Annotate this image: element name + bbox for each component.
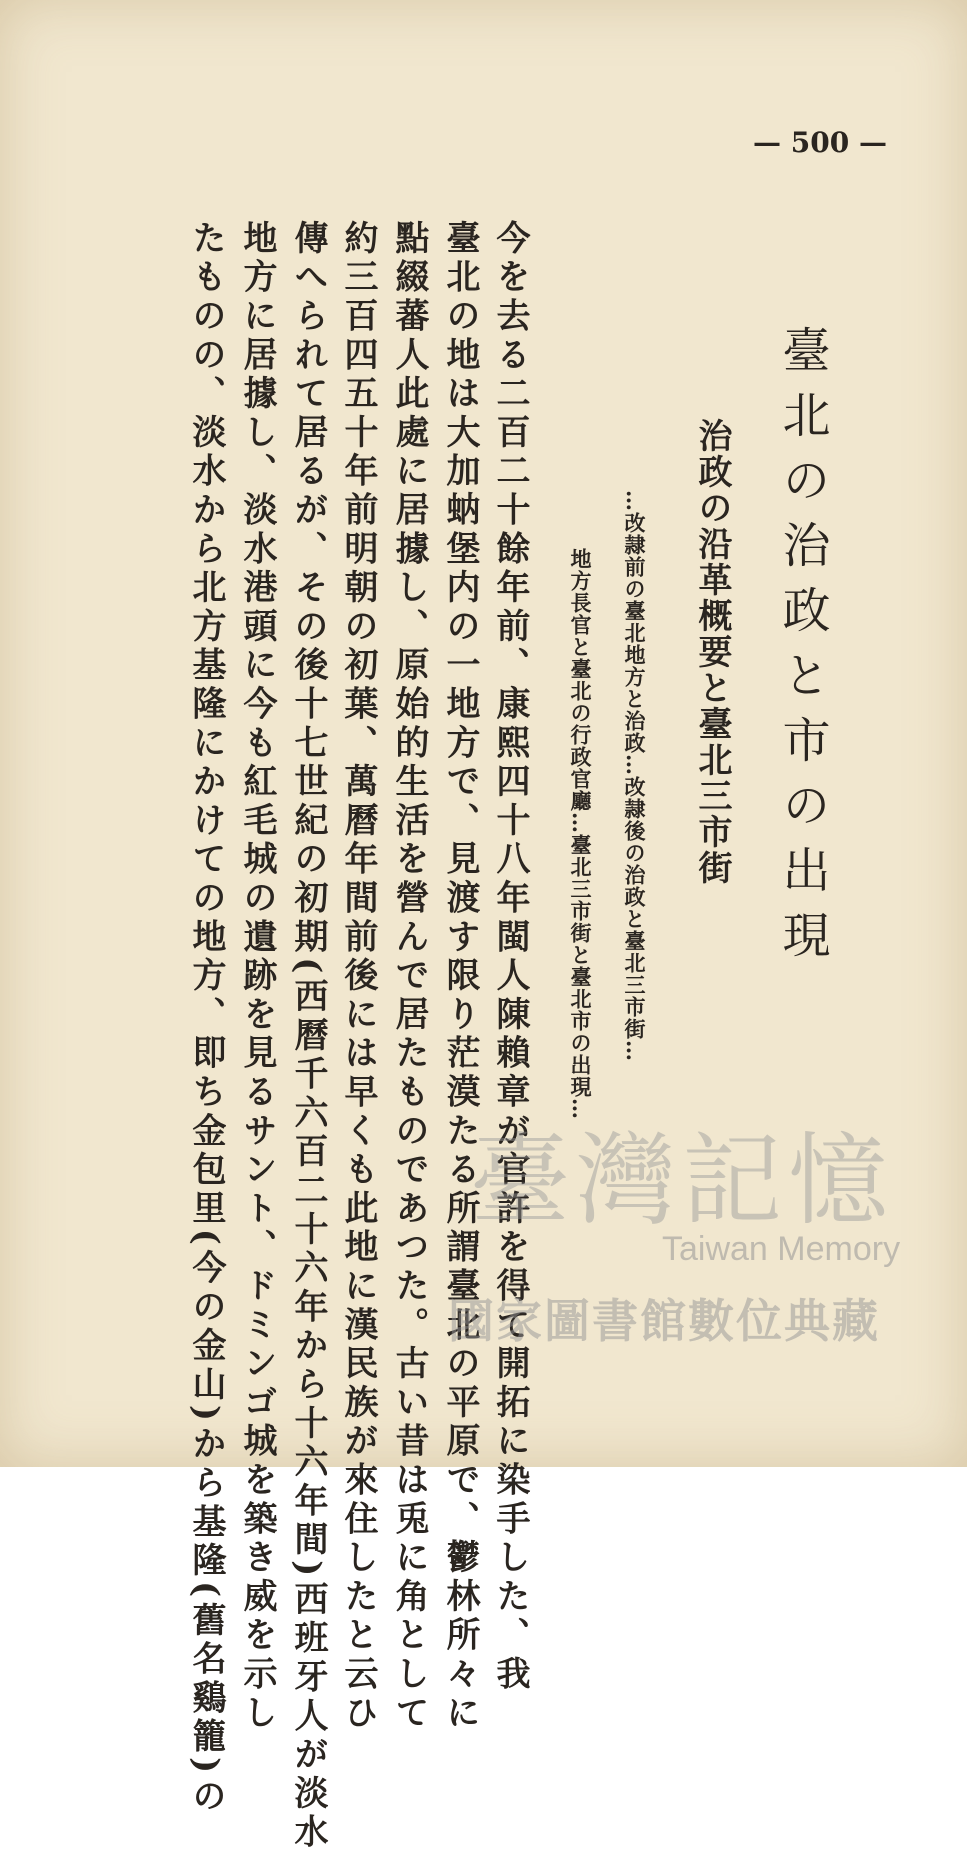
watermark-logo-cjk: 臺灣記憶 [470, 1122, 894, 1239]
summary-line-2: 地方長官と臺北の行政官廳…臺北三市街と臺北市の出現… [568, 548, 593, 1120]
summary-line-1: …改隷前の臺北地方と治政…改隷後の治政と臺北三市街… [622, 490, 647, 1062]
body-column-7: たものの、淡水から北方基隆にかけての地方、即ち金包里(今の金山)から基隆(舊名鷄籠)の [186, 220, 226, 1817]
section-subtitle: 治政の沿革概要と臺北三市街 [692, 418, 732, 886]
body-column-4: 約三百四五十年前明朝の初葉、萬曆年間前後には早くも此地に漢民族が來住したと云ひ [338, 220, 378, 1734]
body-column-6: 地方に居據し、淡水港頭に今も紅毛城の遺跡を見るサント、ドミンゴ城を築き威を示し [237, 220, 277, 1734]
body-column-3: 點綴蕃人此處に居據し、原始的生活を營んで居たものであつた。古い昔は兎に角として [389, 220, 429, 1734]
watermark-logo-en: Taiwan Memory [662, 1230, 901, 1268]
watermark-library-name: 國家圖書館數位典藏 [448, 1295, 880, 1347]
page-number: — 500 — [753, 126, 887, 159]
body-column-5: 傳へられて居るが、その後十七世紀の初期(西曆千六百二十六年から十六年間)西班牙人が淡水 [288, 220, 328, 1853]
body-column-2: 臺北の地は大加蚋堡内の一地方で、見渡す限り茫漠たる所謂臺北の平原で、鬱林所々に [440, 220, 480, 1734]
body-column-1: 今を去る二百二十餘年前、康熙四十八年閩人陳賴章が官許を得て開拓に染手した、我 [490, 220, 530, 1695]
chapter-title: 臺北の治政と市の出現 [774, 325, 830, 975]
